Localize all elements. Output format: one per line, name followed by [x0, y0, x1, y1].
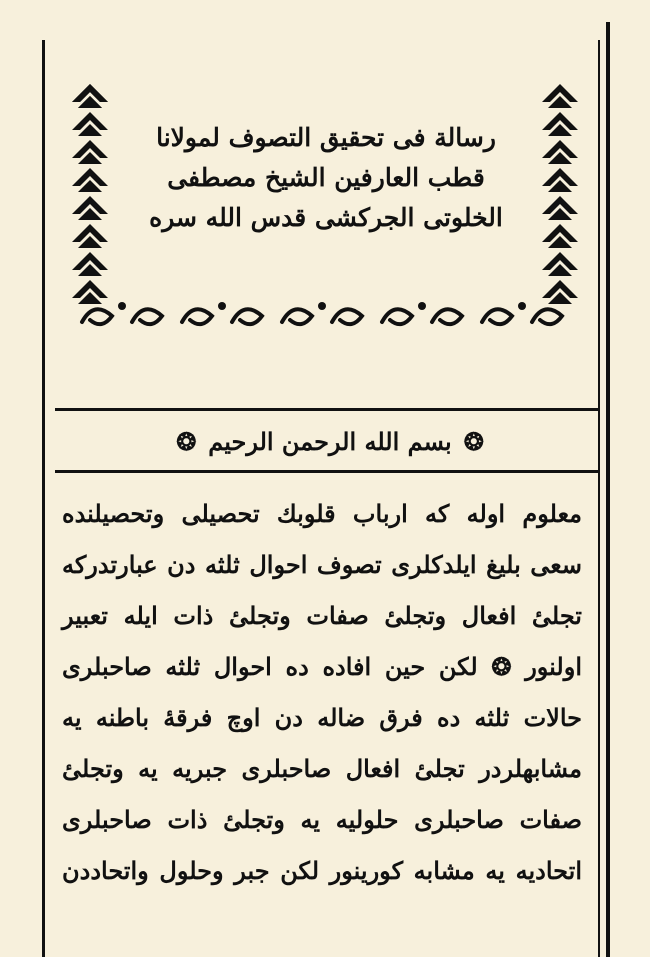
basmala-heading — [115, 420, 545, 462]
right-border-line-outer — [606, 22, 610, 957]
title-line-3: الخلوتى الجركشى قدس الله سره — [149, 203, 503, 232]
ornament-column-right — [538, 82, 582, 314]
basmala-ornament-right: ❂ — [463, 426, 484, 456]
basmala-text: بسم الله الرحمن الرحيم — [208, 426, 452, 456]
body-line: سعى بليغ ايلدكلرى تصوف احوال ثلثه دن عبارتدركه — [62, 550, 582, 579]
body-line: معلوم اوله كه ارباب قلوبك تحصيلى وتحصيلنده — [62, 499, 582, 528]
body-line: حالات ثلثه ده فرق ضاله دن اوچ فرقهٔ باطنه يه — [62, 703, 582, 732]
geometric-ornament-icon — [68, 82, 112, 314]
title-line-2: قطب العارفين الشيخ مصطفى — [167, 163, 485, 192]
treatise-title — [120, 118, 532, 238]
geometric-ornament-icon — [538, 82, 582, 314]
title-line-1: رسالة فى تحقيق التصوف لمولانا — [156, 123, 496, 152]
left-border-line — [42, 40, 45, 957]
body-text — [62, 488, 582, 896]
body-line: تجلىٔ افعال وتجلىٔ صفات وتجلىٔ ذات ايله تعبير — [62, 601, 582, 630]
ornament-column-left — [68, 82, 112, 314]
scroll-ornament-icon — [72, 292, 592, 340]
separator-line-middle — [55, 470, 600, 473]
body-line: صفات صاحبلرى حلوليه يه وتجلىٔ ذات صاحبلرى — [62, 805, 582, 834]
body-line: مشابهلردر تجلىٔ افعال صاحبلرى جبريه يه وتجلىٔ — [62, 754, 582, 783]
right-border-line-inner — [598, 40, 600, 957]
basmala-ornament-left: ❂ — [176, 426, 197, 456]
body-line: اولنور ❂ لكن حين افاده ده احوال ثلثه صاحبلرى — [62, 652, 582, 681]
ornament-band-bottom — [72, 292, 592, 340]
separator-line-upper — [55, 408, 600, 411]
body-line: اتحاديه يه مشابه كورينور لكن جبر وحلول واتحاددن — [62, 856, 582, 885]
